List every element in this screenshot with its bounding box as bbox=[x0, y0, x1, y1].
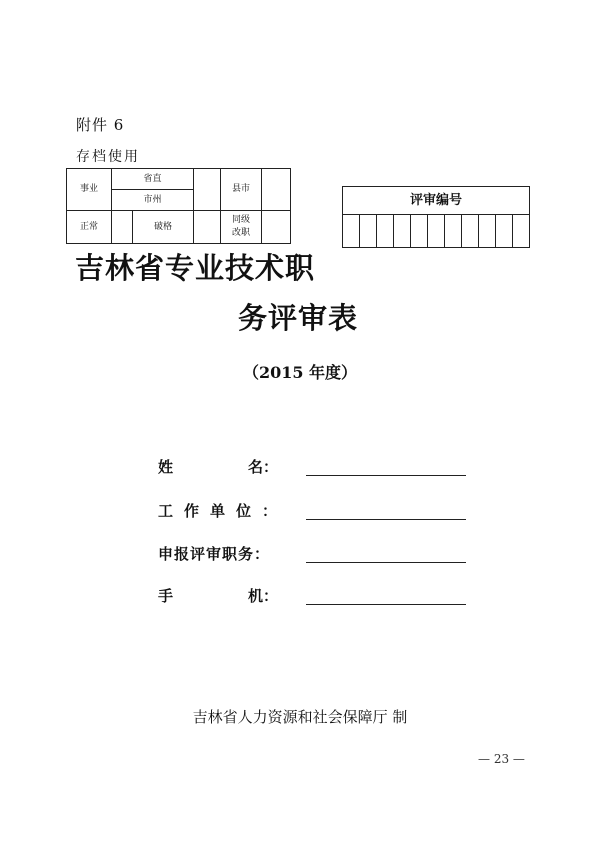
issuer-label: 吉林省人力资源和社会保障厅 制 bbox=[192, 708, 408, 726]
cell-shiye: 事业 bbox=[67, 169, 112, 211]
review-number-box bbox=[342, 186, 530, 248]
name-input-line[interactable] bbox=[306, 475, 466, 476]
review-cell[interactable] bbox=[377, 215, 394, 247]
review-cell[interactable] bbox=[343, 215, 360, 247]
review-cell[interactable] bbox=[428, 215, 445, 247]
cell-check-4[interactable] bbox=[194, 211, 221, 244]
category-table bbox=[66, 168, 291, 244]
phone-label-a: 手 bbox=[158, 587, 174, 605]
work-unit-label: 工作单位： bbox=[158, 502, 289, 520]
title-line-1: 吉林省专业技术职 bbox=[75, 251, 316, 285]
review-cell[interactable] bbox=[462, 215, 479, 247]
cell-xianshi: 县市 bbox=[221, 169, 262, 211]
review-cell[interactable] bbox=[411, 215, 428, 247]
position-input-line[interactable] bbox=[306, 562, 466, 563]
year-label: （2015 年度） bbox=[242, 363, 358, 382]
name-label-a: 姓 bbox=[158, 458, 174, 476]
cell-zhengchang: 正常 bbox=[67, 211, 112, 244]
cell-poge: 破格 bbox=[133, 211, 194, 244]
attachment-label: 附件 6 bbox=[76, 116, 125, 134]
position-field bbox=[158, 543, 478, 567]
review-cell[interactable] bbox=[479, 215, 496, 247]
review-number-label: 评审编号 bbox=[343, 187, 529, 215]
name-label bbox=[158, 456, 278, 477]
name-label-b: 名： bbox=[247, 458, 278, 476]
title-line-2: 务评审表 bbox=[238, 301, 359, 335]
archive-label: 存档使用 bbox=[76, 149, 140, 165]
review-cell[interactable] bbox=[394, 215, 411, 247]
cell-shizhou: 市州 bbox=[112, 190, 194, 211]
page-number: — 23 — bbox=[478, 752, 525, 766]
phone-label-b: 机： bbox=[247, 587, 278, 605]
cell-tongji: 同级改职 bbox=[221, 211, 262, 244]
work-unit-field bbox=[158, 500, 478, 524]
cell-check-2[interactable] bbox=[262, 169, 291, 211]
review-cell[interactable] bbox=[445, 215, 462, 247]
cell-check-5[interactable] bbox=[262, 211, 291, 244]
phone-label bbox=[158, 585, 278, 606]
phone-field bbox=[158, 585, 478, 609]
position-label: 申报评审职务： bbox=[158, 545, 271, 563]
cell-shengzhi: 省直 bbox=[112, 169, 194, 190]
review-cell[interactable] bbox=[496, 215, 513, 247]
phone-input-line[interactable] bbox=[306, 604, 466, 605]
work-unit-input-line[interactable] bbox=[306, 519, 466, 520]
name-field bbox=[158, 456, 478, 480]
cell-check-3[interactable] bbox=[112, 211, 133, 244]
review-cell[interactable] bbox=[360, 215, 377, 247]
cell-check-1[interactable] bbox=[194, 169, 221, 211]
review-cell[interactable] bbox=[513, 215, 529, 247]
review-number-cells[interactable] bbox=[343, 215, 529, 247]
